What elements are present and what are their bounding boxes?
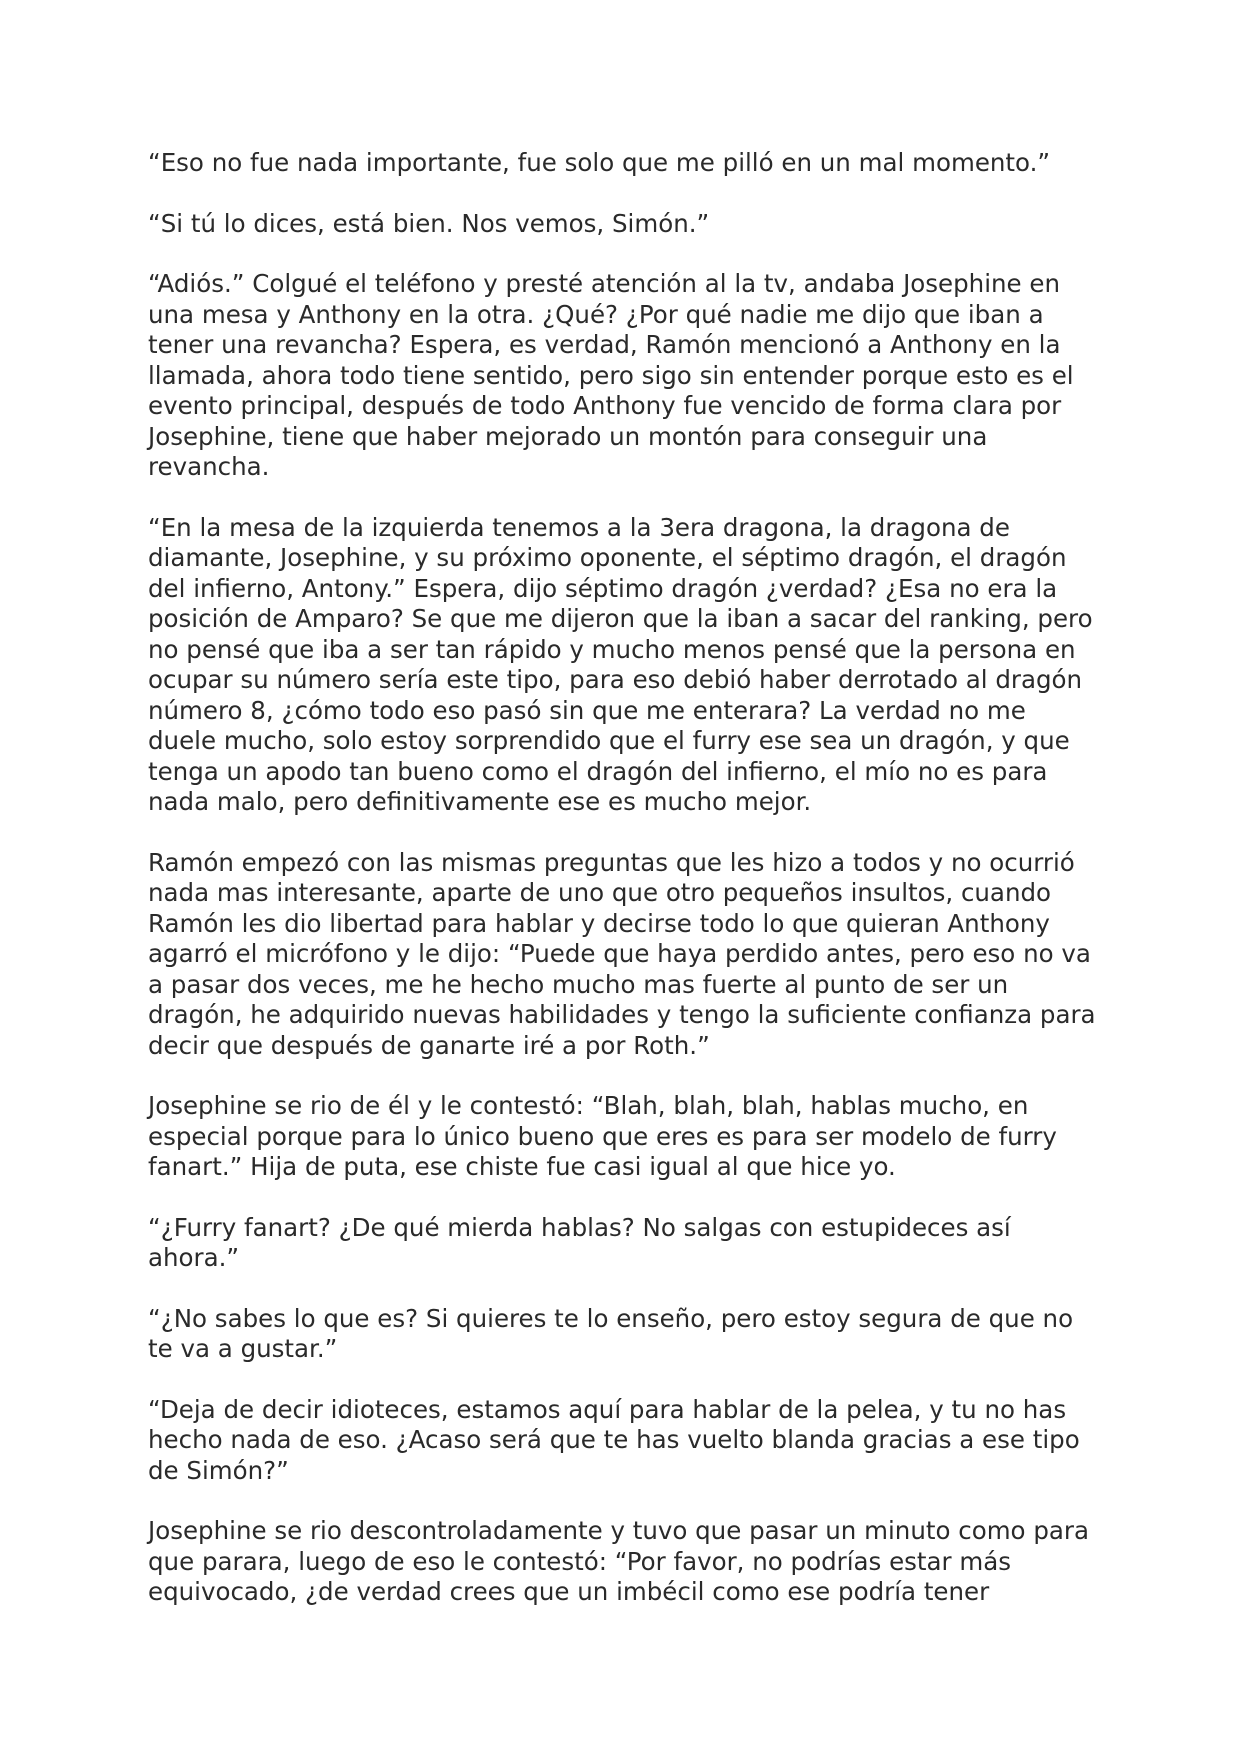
paragraph: “Eso no fue nada importante, fue solo que me pilló en un mal momento.”	[148, 148, 1051, 177]
paragraph: “Si tú lo dices, está bien. Nos vemos, Simón.”	[148, 208, 710, 238]
paragraph: “¿Furry fanart? ¿De qué mierda hablas? No salgas con estupideces así ahora.”	[148, 1212, 1011, 1272]
paragraph: “En la mesa de la izquierda tenemos a la 3era dragona, la dragona de diamante, Josephine, y su próximo oponente, el séptimo dragón, el dragón del infierno, Antony.” Espera, dijo séptimo dragón ¿verdad? ¿Esa no era la posición de Amparo? Se que me dijeron que la iban a sacar del ranking, pero no pensé que iba a ser tan rápido y mucho menos pensé que la persona en ocupar su número sería este tipo, para eso debió haber derrotado al dragón número 8, ¿cómo todo eso pasó sin que me enterara? La verdad no me duele mucho, solo estoy sorprendido que el furry ese sea un dragón, y que tenga un apodo tan bueno como el dragón del infierno, el mío no es para nada malo, pero definitivamente ese es mucho mejor.	[148, 512, 1093, 816]
paragraph: “Deja de decir idioteces, estamos aquí para hablar de la pelea, y tu no has hecho nada de eso. ¿Acaso será que te has vuelto blanda gracias a ese tipo de Simón?”	[148, 1394, 1080, 1485]
document-body	[148, 148, 1098, 1608]
paragraph: Josephine se rio de él y le contestó: “Blah, blah, blah, hablas mucho, en especial porque para lo único bueno que eres es para ser modelo de furry fanart.” Hija de puta, ese chiste fue casi igual al que hice yo.	[148, 1091, 1057, 1181]
paragraph: Josephine se rio descontroladamente y tuvo que pasar un minuto como para que parara, luego de eso le contestó: “Por favor, no podrías estar más equivocado, ¿de verdad crees que un imbécil como ese podría tener	[148, 1516, 1089, 1606]
paragraph: “Adiós.” Colgué el teléfono y presté atención al la tv, andaba Josephine en una mesa y Anthony en la otra. ¿Qué? ¿Por qué nadie me dijo que iban a tener una revancha? Espera, es verdad, Ramón mencionó a Anthony en la llamada, ahora todo tiene sentido, pero sigo sin entender porque esto es el evento principal, después de todo Anthony fue vencido de forma clara por Josephine, tiene que haber mejorado un montón para conseguir una revancha.	[148, 269, 1074, 481]
paragraph: Ramón empezó con las mismas preguntas que les hizo a todos y no ocurrió nada mas interesante, aparte de uno que otro pequeños insultos, cuando Ramón les dio libertad para hablar y decirse todo lo que quieran Anthony agarró el micrófono y le dijo: “Puede que haya perdido antes, pero eso no va a pasar dos veces, me he hecho mucho mas fuerte al punto de ser un dragón, he adquirido nuevas habilidades y tengo la suficiente confianza para decir que después de ganarte iré a por Roth.”	[148, 847, 1096, 1060]
paragraph: “¿No sabes lo que es? Si quieres te lo enseño, pero estoy segura de que no te va a gustar.”	[148, 1303, 1074, 1363]
